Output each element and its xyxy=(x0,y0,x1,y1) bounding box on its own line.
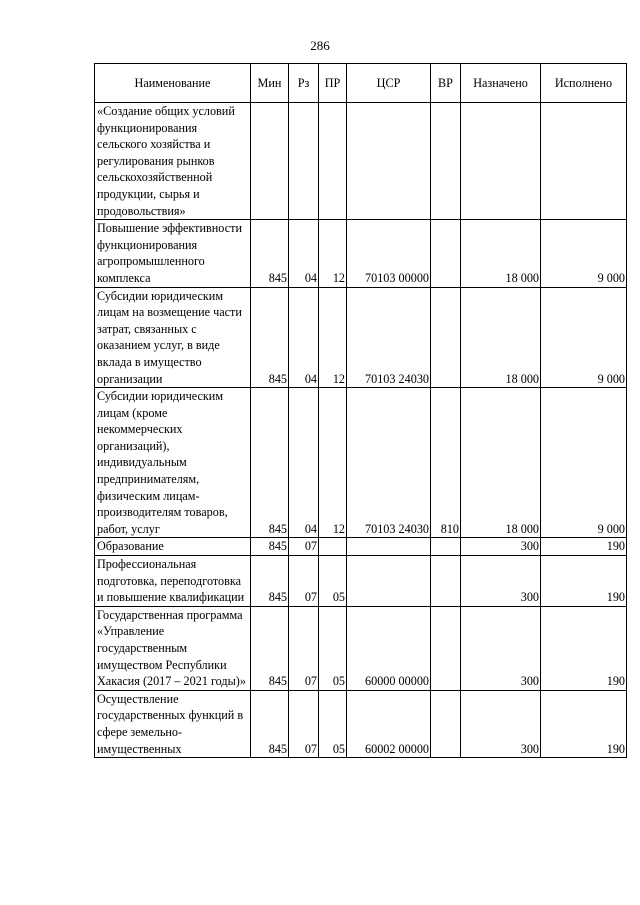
cell-vr xyxy=(431,103,461,220)
page-number: 286 xyxy=(310,38,330,53)
header-csr: ЦСР xyxy=(347,64,431,103)
cell-csr: 60002 00000 xyxy=(347,690,431,757)
cell-assigned: 300 xyxy=(461,538,541,556)
table-row xyxy=(95,690,627,757)
cell-executed: 190 xyxy=(541,538,627,556)
cell-executed: 9 000 xyxy=(541,220,627,287)
cell-rz: 07 xyxy=(289,538,319,556)
cell-min xyxy=(251,103,289,220)
cell-executed: 190 xyxy=(541,690,627,757)
table-row xyxy=(95,556,627,607)
cell-executed xyxy=(541,103,627,220)
cell-assigned: 300 xyxy=(461,606,541,690)
cell-pr: 05 xyxy=(319,690,347,757)
header-row xyxy=(95,64,627,103)
cell-rz: 04 xyxy=(289,388,319,538)
cell-csr: 60000 00000 xyxy=(347,606,431,690)
cell-rz: 07 xyxy=(289,606,319,690)
header-rz: Рз xyxy=(289,64,319,103)
cell-pr: 12 xyxy=(319,287,347,388)
cell-executed: 9 000 xyxy=(541,388,627,538)
cell-name: Профессиональная подготовка, переподготовка и повышение квалификации xyxy=(95,556,251,607)
header-pr: ПР xyxy=(319,64,347,103)
cell-pr xyxy=(319,103,347,220)
cell-min: 845 xyxy=(251,538,289,556)
header-executed: Исполнено xyxy=(541,64,627,103)
cell-pr: 05 xyxy=(319,556,347,607)
table-row xyxy=(95,287,627,388)
cell-csr xyxy=(347,103,431,220)
cell-rz xyxy=(289,103,319,220)
cell-pr: 05 xyxy=(319,606,347,690)
cell-name: Осуществление государственных функций в сфере земельно-имущественных xyxy=(95,690,251,757)
cell-csr xyxy=(347,556,431,607)
cell-vr xyxy=(431,690,461,757)
cell-pr: 12 xyxy=(319,220,347,287)
cell-vr xyxy=(431,538,461,556)
cell-csr: 70103 24030 xyxy=(347,287,431,388)
table-row xyxy=(95,103,627,220)
table-row xyxy=(95,388,627,538)
cell-min: 845 xyxy=(251,606,289,690)
cell-rz: 07 xyxy=(289,690,319,757)
cell-rz: 04 xyxy=(289,287,319,388)
cell-csr xyxy=(347,538,431,556)
cell-name: Образование xyxy=(95,538,251,556)
cell-name: Субсидии юридическим лицам (кроме некоммерческих организаций), индивидуальным предпринимателям, физическим лицам-производителям товаров, работ, услуг xyxy=(95,388,251,538)
cell-rz: 04 xyxy=(289,220,319,287)
cell-min: 845 xyxy=(251,556,289,607)
cell-executed: 9 000 xyxy=(541,287,627,388)
cell-assigned: 18 000 xyxy=(461,287,541,388)
cell-pr: 12 xyxy=(319,388,347,538)
cell-name: Субсидии юридическим лицам на возмещение части затрат, связанных с оказанием услуг, в виде вклада в имущество организации xyxy=(95,287,251,388)
cell-assigned: 300 xyxy=(461,556,541,607)
table-row xyxy=(95,538,627,556)
cell-rz: 07 xyxy=(289,556,319,607)
cell-vr xyxy=(431,606,461,690)
cell-min: 845 xyxy=(251,690,289,757)
cell-vr: 810 xyxy=(431,388,461,538)
header-assigned: Назначено xyxy=(461,64,541,103)
cell-name: Повышение эффективности функционирования агропромышленного комплекса xyxy=(95,220,251,287)
cell-assigned: 18 000 xyxy=(461,220,541,287)
cell-name: Государственная программа «Управление государственным имуществом Республики Хакасия (2017 – 2021 годы)» xyxy=(95,606,251,690)
cell-name: «Создание общих условий функционирования сельского хозяйства и регулирования рынков сельскохозяйственной продукции, сырья и продовольствия» xyxy=(95,103,251,220)
cell-vr xyxy=(431,556,461,607)
cell-min: 845 xyxy=(251,220,289,287)
cell-assigned: 300 xyxy=(461,690,541,757)
cell-csr: 70103 24030 xyxy=(347,388,431,538)
cell-executed: 190 xyxy=(541,556,627,607)
cell-pr xyxy=(319,538,347,556)
header-vr: ВР xyxy=(431,64,461,103)
cell-min: 845 xyxy=(251,388,289,538)
cell-vr xyxy=(431,220,461,287)
cell-assigned: 18 000 xyxy=(461,388,541,538)
cell-vr xyxy=(431,287,461,388)
cell-executed: 190 xyxy=(541,606,627,690)
table-row xyxy=(95,220,627,287)
header-min: Мин xyxy=(251,64,289,103)
cell-csr: 70103 00000 xyxy=(347,220,431,287)
table-row xyxy=(95,606,627,690)
cell-assigned xyxy=(461,103,541,220)
budget-table xyxy=(94,63,627,758)
cell-min: 845 xyxy=(251,287,289,388)
header-name: Наименование xyxy=(95,64,251,103)
